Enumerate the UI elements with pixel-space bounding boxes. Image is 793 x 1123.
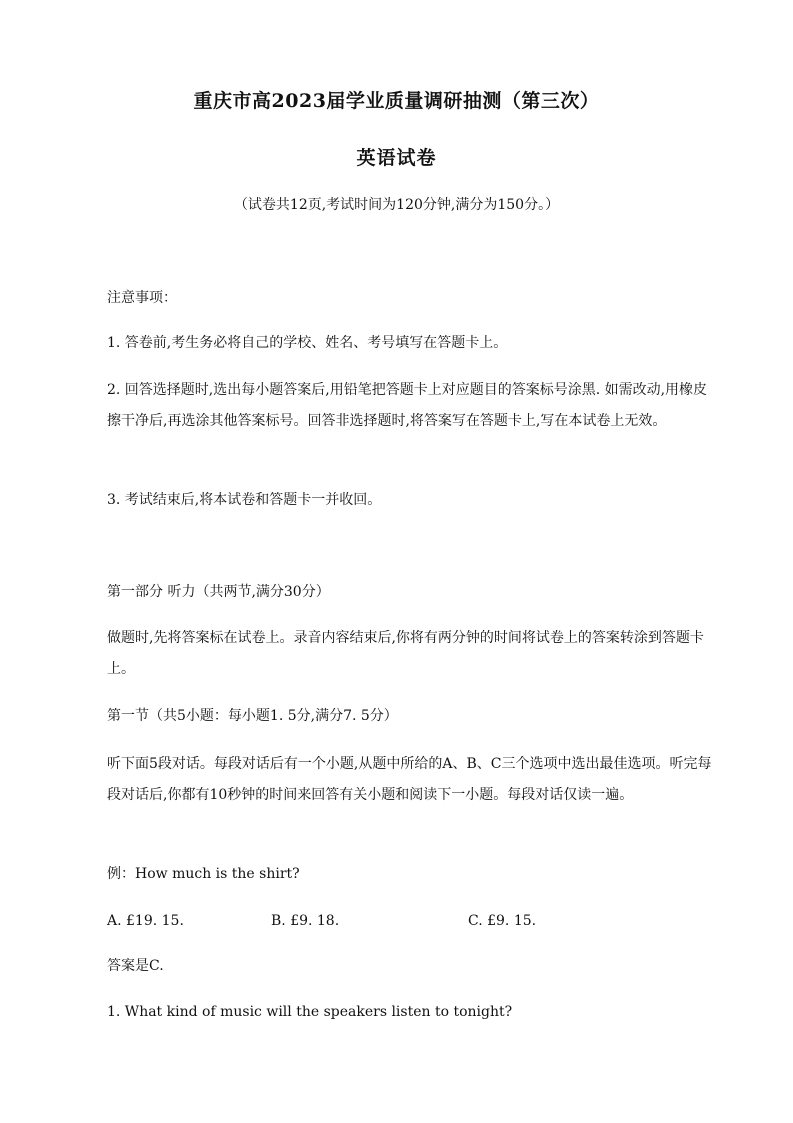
notice-item-3: 3. 考试结束后,将本试卷和答题卡一并收回。: [107, 492, 382, 508]
part1-heading: 第一部分 听力（共两节,满分30分）: [107, 584, 330, 600]
section1-instruction: 听下面5段对话。每段对话后有一个小题,从题中所给的A、B、C三个选项中选出最佳选项。听完每段对话后,你都有10秒钟的时间来回答有关小题和阅读下一小题。每段对话仅读一遍。: [107, 756, 712, 803]
section1-heading: 第一节（共5小题：每小题1. 5分,满分7. 5分）: [107, 708, 398, 724]
exam-title: 重庆市高2023届学业质量调研抽测（第三次）: [193, 90, 600, 112]
example-option-c: C. £9. 15.: [468, 913, 537, 929]
example-options: [107, 906, 719, 937]
part1-instruction: 做题时,先将答案标在试卷上。录音内容结束后,你将有两分钟的时间将试卷上的答案转涂到答题卡上。: [107, 630, 704, 677]
example-option-b: B. £9. 18.: [271, 913, 340, 929]
example-answer: 答案是C.: [107, 958, 164, 974]
exam-subtitle: 英语试卷: [356, 147, 437, 169]
exam-info-note: （试卷共12页,考试时间为120分钟,满分为150分。）: [233, 197, 560, 213]
notice-item-1: 1. 答卷前,考生务必将自己的学校、姓名、考号填写在答题卡上。: [107, 335, 508, 351]
notice-heading: 注意事项：: [107, 290, 177, 306]
example-question: 例：How much is the shirt?: [107, 866, 300, 882]
question-1: 1. What kind of music will the speakers listen to tonight?: [107, 1004, 513, 1020]
notice-item-2: 2. 回答选择题时,选出每小题答案后,用铅笔把答题卡上对应题目的答案标号涂黑. 如需改动,用橡皮擦干净后,再选涂其他答案标号。回答非选择题时,将答案写在答题卡上,写在本试卷上无效。: [107, 382, 708, 429]
example-option-a: A. £19. 15.: [107, 913, 184, 929]
